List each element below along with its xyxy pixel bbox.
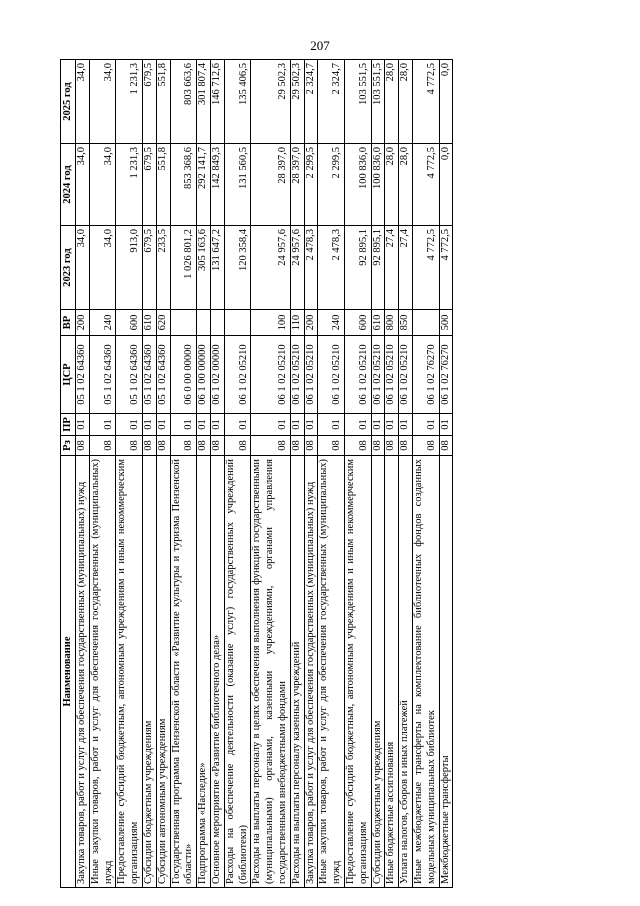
cell-2023: 1 026 801,2 <box>170 226 197 310</box>
cell-rz: 08 <box>210 436 224 456</box>
cell-2024: 4 772,5 <box>412 144 439 226</box>
cell-2023: 305 163,6 <box>197 226 211 310</box>
table-row <box>371 60 385 888</box>
cell-rz: 08 <box>142 436 156 456</box>
cell-2023: 120 358,4 <box>224 226 251 310</box>
header-2023: 2023 год <box>61 226 76 310</box>
table-row <box>142 60 156 888</box>
cell-2024: 28 397,0 <box>290 144 304 226</box>
cell-rz: 08 <box>170 436 197 456</box>
cell-2025: 146 712,6 <box>210 60 224 144</box>
header-vr: ВР <box>61 310 76 336</box>
cell-2023: 913,0 <box>116 226 143 310</box>
cell-name: Предоставление субсидий бюджетным, автономным учреждениям и иным некоммерческим организациям <box>116 456 143 888</box>
cell-name: Закупка товаров, работ и услуг для обеспечения государственных (муниципальных) нужд <box>76 456 90 888</box>
cell-csr: 06 0 00 00000 <box>170 336 197 414</box>
cell-rz: 08 <box>304 436 318 456</box>
table-row <box>412 60 439 888</box>
cell-csr: 06 1 02 76270 <box>439 336 453 414</box>
cell-name: Подпрограмма «Наследие» <box>197 456 211 888</box>
cell-2025: 34,0 <box>89 60 116 144</box>
table-header-row <box>61 60 76 888</box>
cell-csr: 06 1 02 05210 <box>344 336 371 414</box>
cell-pr: 01 <box>116 414 143 436</box>
cell-2024: 679,5 <box>142 144 156 226</box>
cell-pr: 01 <box>318 414 345 436</box>
cell-vr: 600 <box>116 310 143 336</box>
cell-rz: 08 <box>318 436 345 456</box>
table-row <box>439 60 453 888</box>
cell-csr: 06 1 02 05210 <box>224 336 251 414</box>
page-number: 207 <box>310 38 330 53</box>
cell-pr: 01 <box>89 414 116 436</box>
cell-csr: 06 1 02 05210 <box>318 336 345 414</box>
cell-csr: 05 1 02 64360 <box>76 336 90 414</box>
budget-table-rotated <box>60 60 580 888</box>
cell-2025: 0,0 <box>439 60 453 144</box>
cell-csr: 06 1 02 76270 <box>412 336 439 414</box>
cell-name: Расходы на выплаты персоналу в целях обеспечения выполнения функций государственными (муниципальными) органами, казенными учреждениями, органами управления государственными внебюджетными фондами <box>251 456 290 888</box>
cell-pr: 01 <box>197 414 211 436</box>
cell-pr: 01 <box>385 414 399 436</box>
cell-rz: 08 <box>251 436 290 456</box>
cell-pr: 01 <box>210 414 224 436</box>
cell-2024: 1 231,3 <box>116 144 143 226</box>
cell-2023: 24 957,6 <box>251 226 290 310</box>
cell-pr: 01 <box>224 414 251 436</box>
cell-2024: 100 836,0 <box>344 144 371 226</box>
cell-2023: 4 772,5 <box>412 226 439 310</box>
cell-2025: 301 807,4 <box>197 60 211 144</box>
header-name: Наименование <box>61 456 76 888</box>
header-rz: Рз <box>61 436 76 456</box>
cell-2024: 292 141,7 <box>197 144 211 226</box>
cell-2024: 34,0 <box>76 144 90 226</box>
cell-2024: 100 836,0 <box>371 144 385 226</box>
cell-rz: 08 <box>76 436 90 456</box>
cell-vr <box>197 310 211 336</box>
cell-2025: 103 551,5 <box>371 60 385 144</box>
table-row <box>210 60 224 888</box>
cell-pr: 01 <box>251 414 290 436</box>
cell-pr: 01 <box>371 414 385 436</box>
cell-rz: 08 <box>399 436 413 456</box>
cell-2023: 27,4 <box>385 226 399 310</box>
cell-vr: 620 <box>156 310 170 336</box>
cell-2025: 29 502,3 <box>251 60 290 144</box>
cell-2023: 24 957,6 <box>290 226 304 310</box>
cell-pr: 01 <box>304 414 318 436</box>
cell-2025: 34,0 <box>76 60 90 144</box>
cell-name: Субсидии бюджетным учреждениям <box>371 456 385 888</box>
cell-csr: 06 1 00 00000 <box>197 336 211 414</box>
cell-vr <box>170 310 197 336</box>
cell-rz: 08 <box>344 436 371 456</box>
cell-2023: 2 478,3 <box>318 226 345 310</box>
cell-csr: 05 1 02 64360 <box>89 336 116 414</box>
cell-2023: 679,5 <box>142 226 156 310</box>
cell-rz: 08 <box>156 436 170 456</box>
table-row <box>156 60 170 888</box>
cell-name: Субсидии автономным учреждениям <box>156 456 170 888</box>
cell-vr: 110 <box>290 310 304 336</box>
cell-2023: 27,4 <box>399 226 413 310</box>
cell-name: Государственная программа Пензенской области «Развитие культуры и туризма Пензенской области» <box>170 456 197 888</box>
cell-csr: 06 1 02 05210 <box>385 336 399 414</box>
cell-pr: 01 <box>412 414 439 436</box>
cell-2024: 28 397,0 <box>251 144 290 226</box>
table-row <box>304 60 318 888</box>
cell-csr: 06 1 02 05210 <box>371 336 385 414</box>
cell-pr: 01 <box>344 414 371 436</box>
cell-pr: 01 <box>399 414 413 436</box>
cell-vr: 610 <box>371 310 385 336</box>
cell-pr: 01 <box>170 414 197 436</box>
header-csr: ЦСР <box>61 336 76 414</box>
cell-vr: 610 <box>142 310 156 336</box>
cell-csr: 06 1 02 00000 <box>210 336 224 414</box>
cell-pr: 01 <box>156 414 170 436</box>
table-row <box>170 60 197 888</box>
cell-2024: 34,0 <box>89 144 116 226</box>
cell-name: Предоставление субсидий бюджетным, автономным учреждениям и иным некоммерческим организациям <box>344 456 371 888</box>
header-2025: 2025 год <box>61 60 76 144</box>
cell-rz: 08 <box>89 436 116 456</box>
cell-name: Уплата налогов, сборов и иных платежей <box>399 456 413 888</box>
cell-2025: 4 772,5 <box>412 60 439 144</box>
cell-vr: 850 <box>399 310 413 336</box>
cell-2024: 142 849,3 <box>210 144 224 226</box>
cell-rz: 08 <box>224 436 251 456</box>
table-row <box>399 60 413 888</box>
table-row <box>318 60 345 888</box>
table-row <box>76 60 90 888</box>
cell-2024: 28,0 <box>385 144 399 226</box>
cell-name: Иные закупки товаров, работ и услуг для обеспечения государственных (муниципальных) нужд <box>89 456 116 888</box>
cell-csr: 05 1 02 64360 <box>116 336 143 414</box>
cell-vr: 240 <box>89 310 116 336</box>
cell-2024: 0,0 <box>439 144 453 226</box>
cell-rz: 08 <box>439 436 453 456</box>
cell-name: Иные закупки товаров, работ и услуг для обеспечения государственных (муниципальных) нужд <box>318 456 345 888</box>
cell-name: Расходы на обеспечение деятельности (оказание услуг) государственных учреждений (библиотеки) <box>224 456 251 888</box>
cell-name: Закупка товаров, работ и услуг для обеспечения государственных (муниципальных) нужд <box>304 456 318 888</box>
header-2024: 2024 год <box>61 144 76 226</box>
cell-rz: 08 <box>290 436 304 456</box>
cell-2023: 92 895,1 <box>371 226 385 310</box>
table-body <box>76 60 453 888</box>
cell-vr: 200 <box>76 310 90 336</box>
cell-vr <box>210 310 224 336</box>
table-row <box>251 60 290 888</box>
cell-2025: 679,5 <box>142 60 156 144</box>
cell-rz: 08 <box>385 436 399 456</box>
cell-2024: 131 560,5 <box>224 144 251 226</box>
table-row <box>344 60 371 888</box>
table-row <box>197 60 211 888</box>
cell-2023: 92 895,1 <box>344 226 371 310</box>
cell-name: Иные межбюджетные трансферты на комплектование библиотечных фондов созданных модельных муниципальных библиотек <box>412 456 439 888</box>
cell-csr: 06 1 02 05210 <box>251 336 290 414</box>
cell-2025: 29 502,3 <box>290 60 304 144</box>
cell-pr: 01 <box>290 414 304 436</box>
cell-2023: 34,0 <box>89 226 116 310</box>
cell-vr: 200 <box>304 310 318 336</box>
cell-2025: 803 663,6 <box>170 60 197 144</box>
table-row <box>116 60 143 888</box>
cell-2025: 28,0 <box>385 60 399 144</box>
cell-2024: 2 299,5 <box>318 144 345 226</box>
cell-2025: 1 231,3 <box>116 60 143 144</box>
cell-rz: 08 <box>412 436 439 456</box>
cell-2024: 853 368,6 <box>170 144 197 226</box>
cell-2025: 2 324,7 <box>304 60 318 144</box>
cell-rz: 08 <box>371 436 385 456</box>
cell-2025: 103 551,5 <box>344 60 371 144</box>
cell-pr: 01 <box>142 414 156 436</box>
cell-2025: 2 324,7 <box>318 60 345 144</box>
cell-vr <box>224 310 251 336</box>
cell-2025: 551,8 <box>156 60 170 144</box>
table-row <box>385 60 399 888</box>
cell-csr: 06 1 02 05210 <box>304 336 318 414</box>
cell-csr: 06 1 02 05210 <box>290 336 304 414</box>
cell-2024: 28,0 <box>399 144 413 226</box>
cell-name: Расходы на выплаты персоналу казенных учреждений <box>290 456 304 888</box>
cell-name: Субсидии бюджетным учреждениям <box>142 456 156 888</box>
cell-2025: 28,0 <box>399 60 413 144</box>
cell-vr <box>412 310 439 336</box>
header-pr: ПР <box>61 414 76 436</box>
cell-rz: 08 <box>116 436 143 456</box>
cell-2023: 4 772,5 <box>439 226 453 310</box>
table-row <box>89 60 116 888</box>
cell-pr: 01 <box>439 414 453 436</box>
cell-2024: 551,8 <box>156 144 170 226</box>
cell-vr: 500 <box>439 310 453 336</box>
table-row <box>224 60 251 888</box>
cell-pr: 01 <box>76 414 90 436</box>
cell-vr: 240 <box>318 310 345 336</box>
cell-csr: 06 1 02 05210 <box>399 336 413 414</box>
cell-name: Иные бюджетные ассигнования <box>385 456 399 888</box>
cell-2023: 2 478,3 <box>304 226 318 310</box>
cell-csr: 05 1 02 64360 <box>156 336 170 414</box>
cell-csr: 05 1 02 64360 <box>142 336 156 414</box>
cell-2025: 135 406,5 <box>224 60 251 144</box>
cell-2024: 2 299,5 <box>304 144 318 226</box>
cell-name: Межбюджетные трансферты <box>439 456 453 888</box>
cell-2023: 34,0 <box>76 226 90 310</box>
cell-2023: 131 647,2 <box>210 226 224 310</box>
cell-vr: 600 <box>344 310 371 336</box>
cell-rz: 08 <box>197 436 211 456</box>
table-row <box>290 60 304 888</box>
cell-vr: 100 <box>251 310 290 336</box>
cell-name: Основное мероприятие «Развитие библиотечного дела» <box>210 456 224 888</box>
cell-2023: 233,5 <box>156 226 170 310</box>
budget-table <box>60 59 453 888</box>
cell-vr: 800 <box>385 310 399 336</box>
